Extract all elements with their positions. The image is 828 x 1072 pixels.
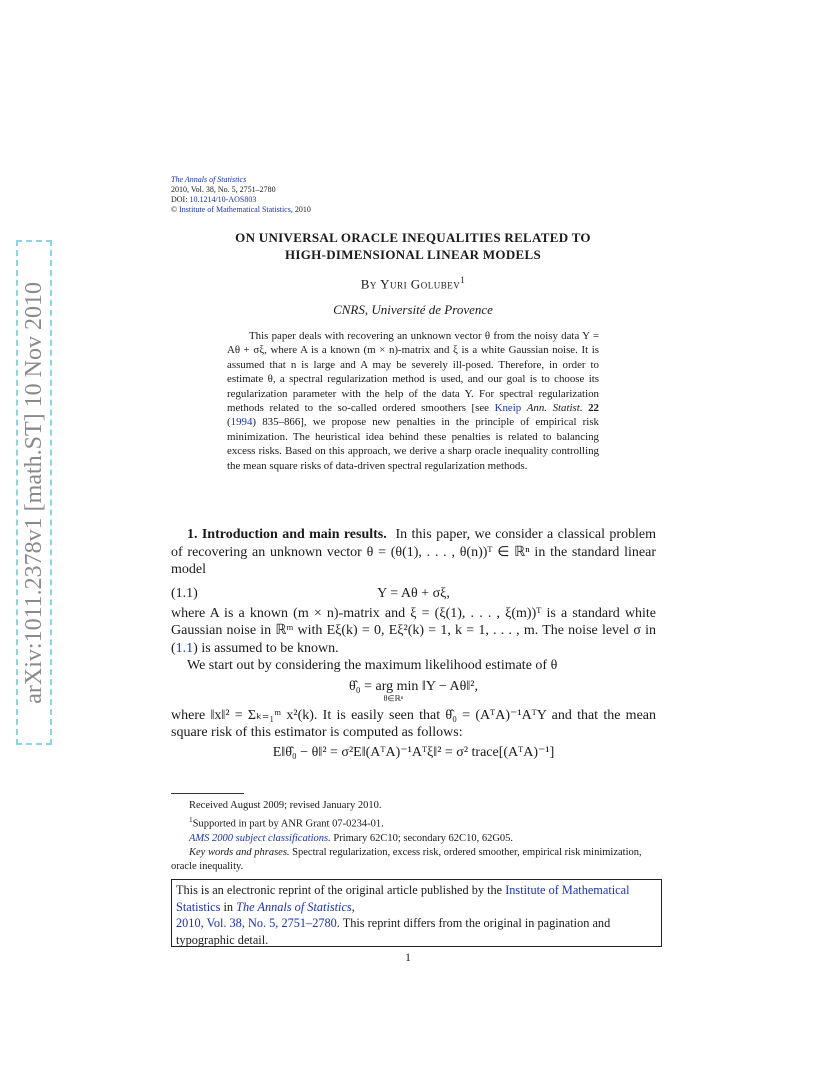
reprint-comma: ,	[351, 899, 355, 914]
abstract-part-2: 835–866], we propose new penalties in the principle of empirical risk minimization. The heuristical idea behind these penalties is related to balancing excess risks. Based on this approach, we derive a sharp oracle inequality controlling the mean square risks of data-driven spectral regularization methods.	[227, 416, 599, 472]
ams-classification-link[interactable]: AMS 2000 subject classifications.	[189, 832, 331, 844]
equation-risk: E‖θ̂₀ − θ‖² = σ²E‖(AᵀA)⁻¹Aᵀξ‖² = σ² trace[(AᵀA)⁻¹]	[272, 744, 555, 760]
equation-label: (1.1)	[171, 585, 198, 601]
mle-text: We start out by considering the maximum likelihood estimate of θ	[187, 658, 558, 673]
title-line-1: ON UNIVERSAL ORACLE INEQUALITIES RELATED TO	[235, 230, 591, 245]
section-1	[171, 526, 656, 761]
affiliation: CNRS, Université de Provence	[333, 302, 493, 317]
reprint-notice	[171, 879, 662, 947]
keywords-label: Key words and phrases.	[189, 846, 290, 858]
page-number: 1	[405, 950, 411, 964]
reprint-text-1: This is an electronic reprint of the original article published by the	[176, 883, 506, 897]
keywords-text: Spectral regularization, excess risk, ordered smoother, empirical risk minimization, oracle inequality.	[171, 846, 642, 872]
equation-1-1	[171, 579, 656, 603]
equation-mle-body: θ̂₀ = arg min ‖Y − Aθ‖²,	[349, 678, 478, 694]
received-note: Received August 2009; revised January 2010.	[189, 800, 382, 811]
paper-title	[171, 229, 655, 263]
noise-paragraph	[171, 605, 656, 658]
equation-mle	[171, 679, 656, 703]
citation-link-kneip[interactable]: Kneip	[494, 402, 522, 415]
issue-link[interactable]: 2010, Vol. 38, No. 5, 2751–2780	[176, 916, 337, 930]
equation-mle-subscript: θ∈ℝⁿ	[383, 693, 404, 703]
reprint-text-2: . This reprint differs from the original in pagination and typographic detail.	[176, 916, 611, 947]
arxiv-stamp	[16, 240, 52, 745]
title-line-2: HIGH-DIMENSIONAL LINEAR MODELS	[284, 247, 542, 262]
intro-paragraph	[171, 526, 656, 579]
citation-journal: Ann. Statist.	[526, 402, 583, 415]
support-mark: 1	[189, 815, 193, 824]
mle-paragraph	[171, 657, 656, 675]
journal-header	[171, 175, 311, 215]
support-note	[171, 813, 656, 832]
journal-name-link[interactable]: The Annals of Statistics	[171, 175, 247, 184]
doi-label: DOI:	[171, 195, 188, 204]
author-line	[171, 275, 655, 292]
keywords-note	[171, 846, 656, 874]
annals-link[interactable]: The Annals of Statistics	[236, 899, 352, 914]
footnote-rule	[171, 793, 244, 794]
abstract-part-1: This paper deals with recovering an unknown vector θ from the noisy data Y = Aθ + σξ, where A is a known (m × n)-matrix and ξ is a white Gaussian noise. It is assumed that n is large and A may be severely ill-posed. Therefore, in order to estimate θ, a spectral regularization method is used, and our goal is to choose its regularization parameter with the help of the data Y. For spectral regularization methods related to the so-called ordered smoothers [see	[227, 330, 599, 415]
arxiv-stamp-text: arXiv:1011.2378v1 [math.ST] 10 Nov 2010	[20, 281, 47, 704]
abstract: This paper deals with recovering an unknown vector θ from the noisy data Y = Aθ + σξ, where A is a known (m × n)-matrix and ξ is a white Gaussian noise. It is assumed that n is large and A may be severely ill-posed. Therefore, in order to estimate θ, a spectral regularization method is used, and our goal is to choose its regularization parameter with the help of the data Y. For spectral regularization methods related to the so-called ordered smoothers [see Kneip Ann. Statist. 22 (1994) 835–866], we propose new penalties in the principle of empirical risk minimization. The heuristical idea behind these penalties is related to balancing excess risks. Based on this approach, we derive a sharp oracle inequality controlling the mean square risks of data-driven spectral regularization methods.	[227, 330, 599, 472]
copyright-icon: ©	[171, 205, 178, 214]
section-heading: 1. Introduction and main results.	[187, 527, 387, 542]
equation-ref-link[interactable]: 1.1	[175, 640, 194, 656]
author-name: By Yuri Golubev	[360, 276, 461, 292]
footnotes	[171, 799, 656, 874]
doi-link[interactable]: 10.1214/10-AOS803	[189, 195, 257, 204]
journal-volume: 2010, Vol. 38, No. 5, 2751–2780	[171, 185, 276, 194]
ams-note	[171, 832, 656, 846]
author-footnote-mark: 1	[460, 275, 466, 285]
intro-text: In this paper, we consider a classical problem of recovering an unknown vector θ = (θ(1), . . . , θ(n))ᵀ ∈ ℝⁿ in the standard linear model	[171, 527, 657, 577]
risk-paragraph: where ‖x‖² = Σₖ₌₁ᵐ x²(k). It is easily seen that θ̂₀ = (AᵀA)⁻¹AᵀY and that the mean square risk of this estimator is computed as follows:	[171, 707, 656, 740]
ims-link[interactable]: Institute of Mathematical Statistics	[176, 883, 630, 914]
citation-volume: 22	[588, 402, 599, 415]
citation-year-link[interactable]: 1994	[230, 416, 253, 429]
reprint-in: in	[220, 899, 237, 914]
support-text: Supported in part by ANR Grant 07-0234-01.	[192, 818, 384, 830]
noise-text-a: where A is a known (m × n)-matrix and ξ = (ξ(1), . . . , ξ(m))ᵀ is a standard white Gaussian noise in ℝᵐ with Eξ(k) = 0, Eξ²(k) = 1, k = 1, . . . , m. The noise level σ in (	[171, 605, 656, 656]
equation-1-1-body: Y = Aθ + σξ,	[377, 585, 450, 601]
copyright-year: , 2010	[290, 205, 311, 214]
copyright-org-link[interactable]: Institute of Mathematical Statistics	[179, 205, 291, 214]
noise-text-b: ) is assumed to be known.	[193, 640, 339, 656]
ams-text: Primary 62C10; secondary 62C10, 62G05.	[330, 832, 514, 844]
